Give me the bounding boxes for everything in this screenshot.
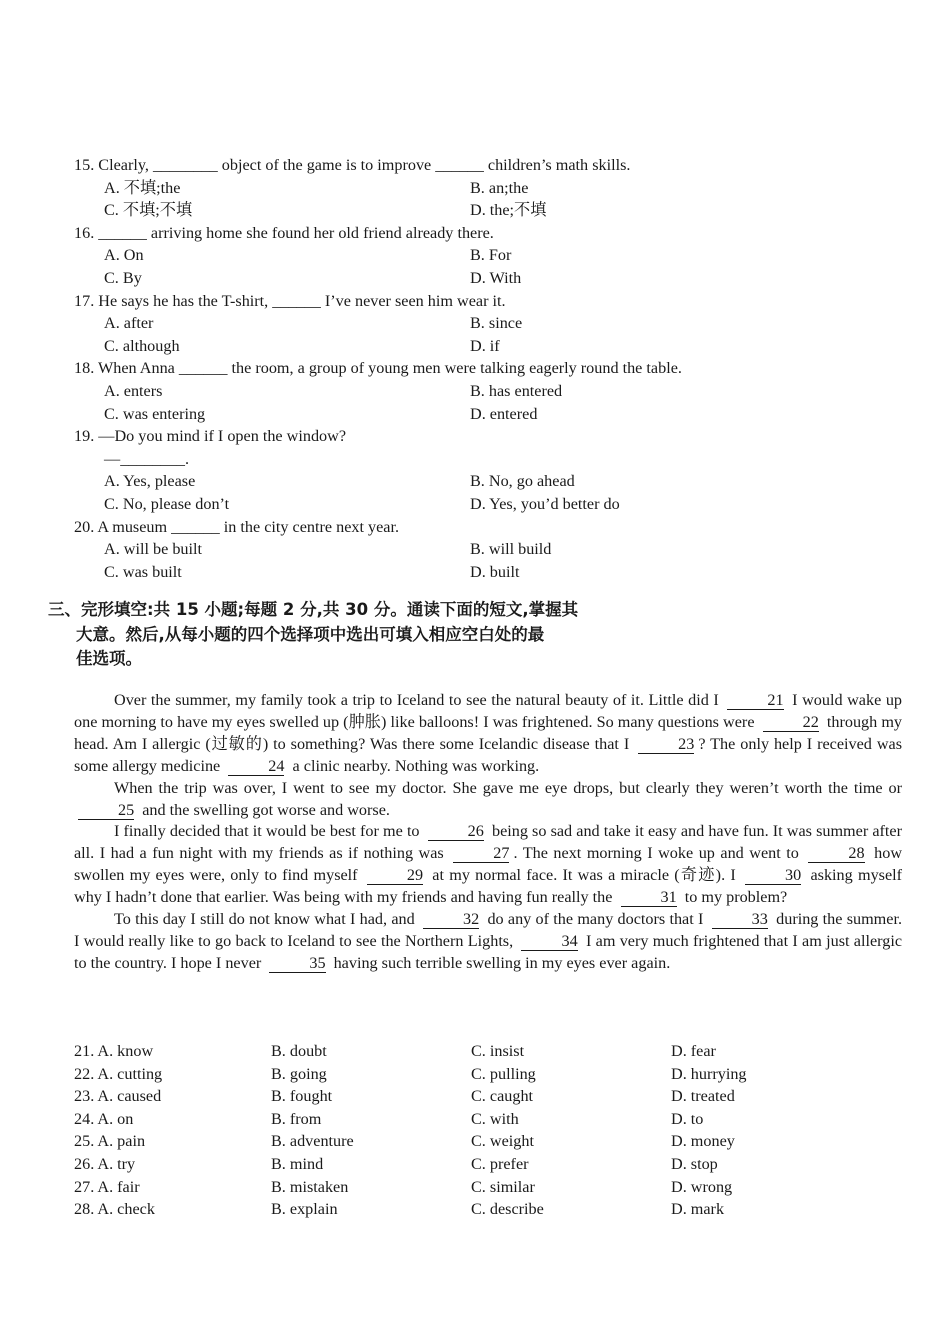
blank-28: 28 bbox=[808, 845, 864, 863]
passage-text: at my normal face. It was a miracle (奇迹). I bbox=[432, 866, 736, 885]
option-a: A. will be built bbox=[104, 540, 203, 559]
blank-23: 23 bbox=[638, 736, 694, 754]
blank-35: 35 bbox=[269, 955, 325, 973]
blank-30: 30 bbox=[745, 867, 801, 885]
option-d: D. mark bbox=[671, 1200, 725, 1219]
option-d: D. wrong bbox=[671, 1177, 733, 1196]
option-row bbox=[74, 538, 834, 561]
option-row bbox=[74, 335, 834, 358]
option-c: C. By bbox=[104, 268, 142, 287]
question-stem: 18. When Anna ______ the room, a group of young men were talking eagerly round the table. bbox=[74, 359, 682, 378]
blank-21: 21 bbox=[727, 692, 783, 710]
option-b: B. doubt bbox=[271, 1042, 327, 1060]
question-stem: 20. A museum ______ in the city centre next year. bbox=[74, 517, 400, 536]
cloze-option-row bbox=[74, 1040, 894, 1063]
question-stem: 15. Clearly, ________ object of the game is to improve ______ children’s math skills. bbox=[74, 156, 631, 174]
question-stem: 19. —Do you mind if I open the window? bbox=[74, 427, 347, 446]
option-d: D. fear bbox=[671, 1042, 716, 1060]
option-a: 27. A. fair bbox=[74, 1177, 140, 1196]
passage-text: how swollen my eyes were, only to find myself bbox=[74, 844, 903, 885]
option-d: D. the;不填 bbox=[470, 201, 547, 220]
blank-25: 25 bbox=[78, 802, 134, 820]
option-a: 26. A. try bbox=[74, 1154, 136, 1173]
blank-24: 24 bbox=[228, 758, 284, 776]
option-a: 28. A. check bbox=[74, 1200, 155, 1219]
option-b: B. from bbox=[271, 1109, 322, 1128]
option-b: B. mistaken bbox=[271, 1177, 349, 1196]
cloze-option-row bbox=[74, 1108, 894, 1131]
blank-26: 26 bbox=[428, 823, 484, 841]
passage-text: Over the summer, my family took a trip to Iceland to see the natural beauty of it. Little did I bbox=[114, 691, 719, 709]
blank-31: 31 bbox=[621, 889, 677, 907]
option-row bbox=[74, 470, 834, 493]
option-b: B. For bbox=[470, 246, 512, 265]
section-title-line-3: 佳选项。 bbox=[76, 649, 142, 668]
cloze-option-row bbox=[74, 1130, 894, 1153]
passage-text: do any of the many doctors that I bbox=[487, 910, 704, 929]
question-stem: 17. He says he has the T-shirt, ______ I’ve never seen him wear it. bbox=[74, 291, 506, 310]
passage-text: having such terrible swelling in my eyes ever again. bbox=[333, 953, 671, 972]
option-c: C. pulling bbox=[471, 1064, 536, 1083]
passage-text: ? The only help I received was some allergy medicine bbox=[74, 734, 903, 775]
passage-text: I would wake up one morning to have my eyes swelled up (肿胀) like balloons! I was frightened. So many questions were bbox=[74, 691, 903, 731]
cloze-options bbox=[74, 1040, 894, 1221]
option-b: B. an;the bbox=[470, 178, 529, 197]
passage-paragraph bbox=[74, 778, 902, 822]
passage-text: being so sad and take it easy and have fun. It was summer after all. I had a fun night with my friends as if nothing was bbox=[74, 822, 902, 863]
option-d: D. built bbox=[470, 562, 520, 581]
option-c: C. 不填;不填 bbox=[104, 201, 193, 220]
option-row bbox=[74, 493, 834, 516]
option-a: 24. A. on bbox=[74, 1109, 134, 1128]
option-c: C. weight bbox=[471, 1132, 534, 1151]
passage-text: When the trip was over, I went to see my doctor. She gave me eye drops, but clearly they weren’t worth the time or bbox=[114, 778, 902, 797]
option-c: C. with bbox=[471, 1109, 519, 1128]
option-row bbox=[74, 199, 834, 222]
cloze-option-row bbox=[74, 1085, 894, 1108]
option-a: 21. A. know bbox=[74, 1042, 154, 1060]
option-a: A. Yes, please bbox=[104, 472, 196, 491]
option-c: C. No, please don’t bbox=[104, 494, 230, 513]
option-c: C. caught bbox=[471, 1087, 534, 1106]
option-row bbox=[74, 380, 834, 403]
option-row bbox=[74, 267, 834, 290]
passage-paragraph bbox=[74, 909, 902, 975]
cloze-option-row bbox=[74, 1198, 894, 1221]
option-a: 22. A. cutting bbox=[74, 1064, 163, 1083]
passage-text: to my problem? bbox=[684, 888, 788, 907]
option-c: C. prefer bbox=[471, 1154, 529, 1173]
passage-text: asking myself why I hadn’t done that earlier. Was being with my friends and having fun really the bbox=[74, 866, 903, 907]
option-c: C. was built bbox=[104, 562, 182, 581]
cloze-option-row bbox=[74, 1176, 894, 1199]
cloze-passage bbox=[74, 690, 902, 975]
answer-gap-line: —________. bbox=[104, 449, 189, 468]
option-d: D. entered bbox=[470, 404, 538, 423]
option-a: 25. A. pain bbox=[74, 1132, 146, 1151]
option-a: A. enters bbox=[104, 381, 163, 400]
option-d: D. stop bbox=[671, 1154, 718, 1173]
passage-paragraph bbox=[74, 821, 902, 909]
option-d: D. Yes, you’d better do bbox=[470, 494, 620, 513]
question-stem: 16. ______ arriving home she found her old friend already there. bbox=[74, 223, 494, 242]
option-b: B. since bbox=[470, 314, 523, 333]
option-d: D. to bbox=[671, 1109, 704, 1128]
option-b: B. explain bbox=[271, 1200, 338, 1219]
option-c: C. was entering bbox=[104, 404, 206, 423]
option-b: B. adventure bbox=[271, 1132, 354, 1151]
option-c: C. similar bbox=[471, 1177, 535, 1196]
blank-33: 33 bbox=[712, 911, 768, 929]
option-row bbox=[74, 403, 834, 426]
option-row bbox=[74, 312, 834, 335]
passage-text: . The next morning I woke up and went to bbox=[513, 844, 799, 863]
option-d: D. if bbox=[470, 336, 500, 355]
option-d: D. treated bbox=[671, 1087, 735, 1106]
option-d: D. With bbox=[470, 268, 522, 287]
option-d: D. hurrying bbox=[671, 1064, 747, 1083]
option-row bbox=[74, 244, 834, 267]
section-title-line-1: 三、完形填空:共 15 小题;每题 2 分,共 30 分。通读下面的短文,掌握其 bbox=[48, 600, 579, 619]
option-c: C. insist bbox=[471, 1042, 525, 1060]
option-row bbox=[74, 561, 834, 584]
option-b: B. fought bbox=[271, 1087, 333, 1106]
section-title-line-2: 大意。然后,从每小题的四个选择项中选出可填入相应空白处的最 bbox=[76, 624, 545, 644]
blank-32: 32 bbox=[423, 911, 479, 929]
option-a: A. after bbox=[104, 314, 154, 333]
option-row bbox=[74, 177, 834, 200]
option-c: C. describe bbox=[471, 1200, 544, 1219]
option-a: A. On bbox=[104, 246, 144, 265]
cloze-option-row bbox=[74, 1153, 894, 1176]
option-d: D. money bbox=[671, 1132, 735, 1151]
option-a: 23. A. caused bbox=[74, 1087, 162, 1106]
option-b: B. will build bbox=[470, 540, 552, 559]
passage-text: through my head. Am I allergic (过敏的) to something? Was there some Icelandic disease that I bbox=[74, 712, 903, 753]
passage-text: during the summer. I would really like to go back to Iceland to see the Northern Lights, bbox=[74, 910, 902, 950]
blank-22: 22 bbox=[763, 714, 819, 732]
option-b: B. mind bbox=[271, 1154, 324, 1173]
option-c: C. although bbox=[104, 336, 180, 355]
option-b: B. No, go ahead bbox=[470, 472, 575, 491]
passage-text: I finally decided that it would be best for me to bbox=[114, 822, 420, 841]
option-b: B. going bbox=[271, 1064, 327, 1083]
option-b: B. has entered bbox=[470, 381, 563, 400]
blank-29: 29 bbox=[367, 867, 423, 885]
passage-paragraph bbox=[74, 690, 902, 778]
multiple-choice-section bbox=[74, 154, 834, 583]
blank-27: 27 bbox=[453, 845, 509, 863]
cloze-option-row bbox=[74, 1063, 894, 1086]
section-title bbox=[48, 598, 688, 672]
option-a: A. 不填;the bbox=[104, 178, 181, 197]
passage-text: and the swelling got worse and worse. bbox=[142, 800, 390, 819]
passage-text: a clinic nearby. Nothing was working. bbox=[292, 756, 540, 775]
passage-text: To this day I still do not know what I had, and bbox=[114, 910, 415, 929]
passage-text: I am very much frightened that I am just allergic to the country. I hope I never bbox=[74, 931, 903, 972]
blank-34: 34 bbox=[521, 933, 577, 951]
